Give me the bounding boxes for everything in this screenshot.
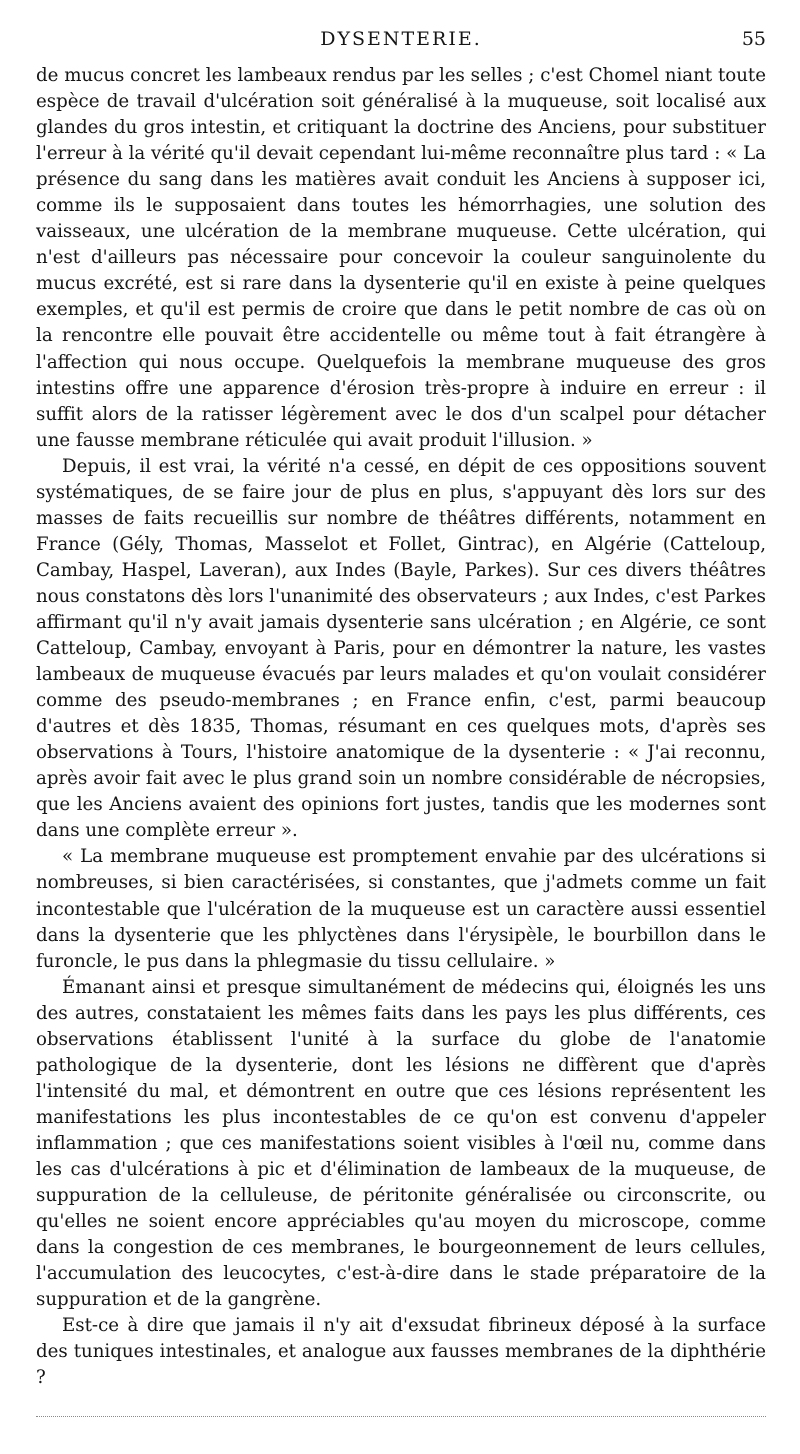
paragraph-emanant: Émanant ainsi et presque simultanément de médecins qui, éloignés les uns des autres, constataient les mêmes faits dans les pays les plus différents, ces observations établissent l'unité à la surface du globe de l'anatomie pathologique de la dysenterie, dont les lésions ne diffèrent que d'après l'intensité du mal, et démontrent en outre que ces lésions représentent les manifestations les plus incontestables de ce qu'on est convenu d'appeler inflammation ; que ces manifestations soient visibles à l'œil nu, comme dans les cas d'ulcérations à pic et d'élimination de lambeaux de la muqueuse, de suppuration de la celluleuse, de péritonite généralisée ou circonscrite, ou qu'elles ne soient encore appréciables qu'au moyen du microscope, comme dans la congestion de ces membranes, le bourgeonnement de leurs cellules, l'accumulation des leucocytes, c'est-à-dire dans le stade préparatoire de la suppuration et de la gangrène. (36, 976, 766, 1311)
running-title: DYSENTERIE. (320, 28, 482, 50)
page-number: 55 (741, 28, 766, 50)
paragraph-thomas-quote: « La membrane muqueuse est promptement envahie par des ulcérations si nombreuses, si bien caractérisées, si constantes, que j'admets comme un fait incontestable que l'ulcération de la muqueuse est un caractère aussi essentiel dans la dysenterie que les phlyctènes dans l'érysipèle, le bourbillon dans le furoncle, le pus dans la phlegmasie du tissu cellulaire. » (36, 846, 766, 972)
footer-dotted-rule (36, 1416, 766, 1417)
paragraph-question: Est-ce à dire que jamais il n'y ait d'exsudat fibrineux déposé à la surface des tuniques intestinales, et analogue aux fausses membranes de la diphthérie ? (36, 1315, 766, 1389)
body-text (36, 63, 766, 1391)
running-head (36, 28, 766, 58)
paragraph-continuation: de mucus concret les lambeaux rendus par les selles ; c'est Chomel niant toute espèce de travail d'ulcération soit généralisé à la muqueuse, soit localisé aux glandes du gros intestin, et critiquant la doctrine des Anciens, pour substituer l'erreur à la vérité qu'il devait cependant lui-même reconnaître plus tard : « La présence du sang dans les matières avait conduit les Anciens à supposer ici, comme ils le supposaient dans toutes les hémorrhagies, une solution des vaisseaux, une ulcération de la membrane muqueuse. Cette ulcération, qui n'est d'ailleurs pas nécessaire pour concevoir la couleur sanguinolente du mucus excrété, est si rare dans la dysenterie qu'il en existe à peine quelques exemples, et qu'il est permis de croire que dans le petit nombre de cas où on la rencontre elle pouvait être accidentelle ou même tout à fait étrangère à l'affection qui nous occupe. Quelquefois la membrane muqueuse des gros intestins offre une apparence d'érosion très-propre à induire en erreur : il suffit alors de la ratisser légèrement avec le dos d'un scalpel pour détacher une fausse membrane réticulée qui avait produit l'illusion. » (36, 65, 766, 451)
paragraph-depuis: Depuis, il est vrai, la vérité n'a cessé, en dépit de ces oppositions souvent systématiques, de se faire jour de plus en plus, s'appuyant dès lors sur des masses de faits recueillis sur nombre de théâtres différents, notamment en France (Gély, Thomas, Masselot et Follet, Gintrac), en Algérie (Catteloup, Cambay, Haspel, Laveran), aux Indes (Bayle, Parkes). Sur ces divers théâtres nous constatons dès lors l'unanimité des observateurs ; aux Indes, c'est Parkes affirmant qu'il n'y avait jamais dysenterie sans ulcération ; en Algérie, ce sont Catteloup, Cambay, envoyant à Paris, pour en démontrer la nature, les vastes lambeaux de muqueuse évacués par leurs malades et qu'on voulait considérer comme des pseudo-membranes ; en France enfin, c'est, parmi beaucoup d'autres et dès 1835, Thomas, résumant en ces quelques mots, d'après ses observations à Tours, l'histoire anatomique de la dysenterie : « J'ai reconnu, après avoir fait avec le plus grand soin un nombre considérable de nécropsies, que les Anciens avaient des opinions fort justes, tandis que les modernes sont dans une complète erreur ». (36, 455, 766, 842)
